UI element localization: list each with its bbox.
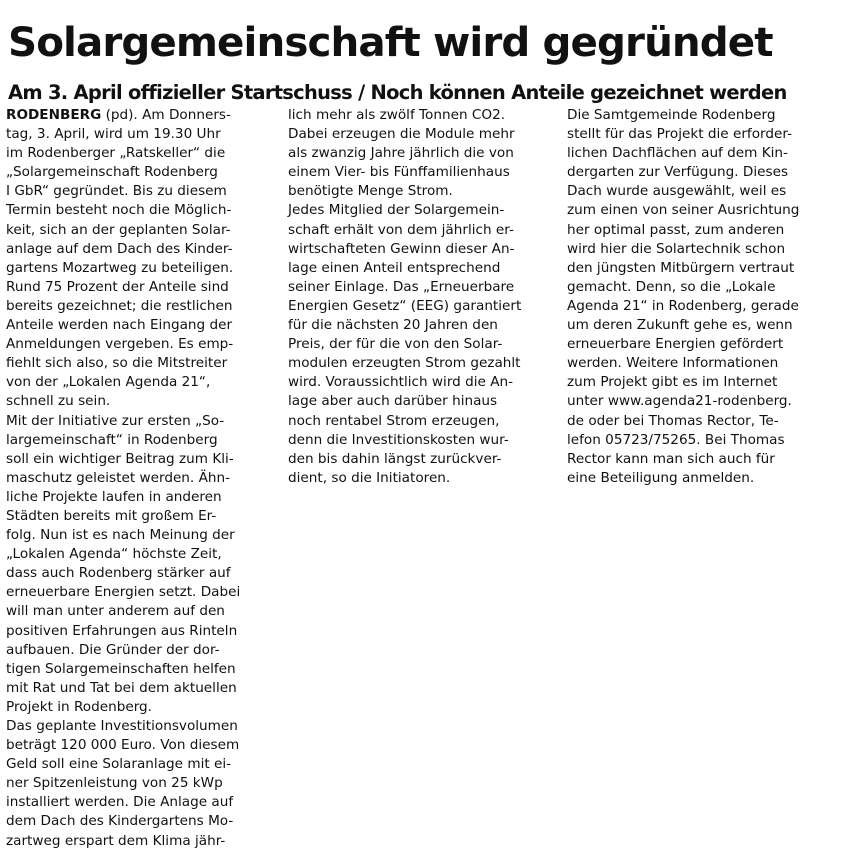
article-line: wird hier die Solartechnik schon [567,240,786,257]
article-line: als zwanzig Jahre jährlich die von [288,145,514,162]
article-line: erneuerbare Energien setzt. Dabei [6,584,241,601]
headline: Solargemeinschaft wird gegründet [8,18,773,66]
article-line: schnell zu sein. [6,393,111,410]
article-line: lage aber auch darüber hinaus [288,393,498,410]
article-line: dient, so die Initiatoren. [288,469,451,486]
article-line: werden. Weitere Informationen [567,355,779,372]
article-line: fiehlt sich also, so die Mitstreiter [6,355,228,372]
article-line: erneuerbare Energien gefördert [567,336,784,353]
article-line: zum einen von seiner Ausrichtung [567,202,800,219]
article-line: Preis, der für die von den Solar- [288,336,503,353]
article-line: Jedes Mitglied der Solargemein- [288,202,505,219]
article-line: de oder bei Thomas Rector, Te- [567,412,779,429]
article-line: einem Vier- bis Fünffamilienhaus [288,164,510,181]
article-line: modulen erzeugten Strom gezahlt [288,355,521,372]
article-line: tag, 3. April, wird um 19.30 Uhr [6,126,221,143]
article-line: wird. Voraussichtlich wird die An- [288,374,514,391]
article-line: noch rentabel Strom erzeugen, [288,412,500,429]
article-line: keit, sich an der geplanten Solar- [6,221,231,238]
article-line: positiven Erfahrungen aus Rinteln [6,622,238,639]
article-line: will man unter anderem auf den [6,603,225,620]
article-line: Städten bereits mit großem Er- [6,507,217,524]
article-line: beträgt 120 000 Euro. Von diesem [6,737,240,754]
article-line: dergarten zur Verfügung. Dieses [567,164,789,181]
article-line: zum Projekt gibt es im Internet [567,374,778,391]
article-column-3 [567,106,799,488]
article-line: unter www.agenda21-rodenberg. [567,393,792,410]
article-line: gemacht. Denn, so die „Lokale [567,278,776,295]
article-line: Anmeldungen vergeben. Es emp- [6,336,234,353]
article-line: um deren Zukunft gehe es, wenn [567,317,793,334]
article-line: im Rodenberger „Ratskeller“ die [6,145,226,162]
article-line: Termin besteht noch die Möglich- [6,202,232,219]
article-line: Die Samtgemeinde Rodenberg [567,107,776,123]
article-line: bereits gezeichnet; die restlichen [6,297,233,314]
article-line: für die nächsten 20 Jahren den [288,317,498,334]
article-column-1 [6,106,240,851]
article-line: denn die Investitionskosten wur- [288,431,509,448]
article-line-text: (pd). Am Donners- [101,107,231,123]
article-line: stellt für das Projekt die erforder- [567,126,792,143]
article-line: tigen Solargemeinschaften helfen [6,660,236,677]
article-line: Rector kann man sich auch für [567,450,775,467]
article-line: eine Beteiligung anmelden. [567,469,755,486]
article-line: Projekt in Rodenberg. [6,698,152,715]
article-line: lich mehr als zwölf Tonnen CO2. [288,107,506,123]
article-line: Anteile werden nach Eingang der [6,317,233,334]
article-line: dass auch Rodenberg stärker auf [6,565,231,582]
article-line: den jüngsten Mitbürgern vertraut [567,259,795,276]
article-line: installiert werden. Die Anlage auf [6,794,234,811]
article-line: dem Dach des Kindergartens Mo- [6,813,234,830]
article-line: maschutz geleistet werden. Ähn- [6,469,230,486]
article-line: Agenda 21“ in Rodenberg, gerade [567,297,799,314]
article-line: benötigte Menge Strom. [288,183,453,200]
article-line: ner Spitzenleistung von 25 kWp [6,775,223,792]
article-line: largemeinschaft“ in Rodenberg [6,431,218,448]
article-line [6,106,240,125]
article-line: „Solargemeinschaft Rodenberg [6,164,218,181]
article-line: Mit der Initiative zur ersten „So- [6,412,225,429]
article-line: „Lokalen Agenda“ höchste Zeit, [6,546,222,563]
article-line: lefon 05723/75265. Bei Thomas [567,431,785,448]
article-line: I GbR“ gegründet. Bis zu diesem [6,183,227,200]
article-line: seiner Einlage. Das „Erneuerbare [288,278,515,295]
article-line: Dabei erzeugen die Module mehr [288,126,515,143]
article-line: liche Projekte laufen in anderen [6,488,222,505]
article-line: anlage auf dem Dach des Kinder- [6,240,233,257]
article-line: lichen Dachflächen auf dem Kin- [567,145,788,162]
article-column-2 [288,106,521,488]
article-line: aufbauen. Die Gründer der dor- [6,641,220,658]
article-line: Rund 75 Prozent der Anteile sind [6,278,229,295]
article-line: soll ein wichtiger Beitrag zum Kli- [6,450,234,467]
article-line: schaft erhält von dem jährlich er- [288,221,514,238]
article-line: von der „Lokalen Agenda 21“, [6,374,211,391]
article-line: her optimal passt, zum anderen [567,221,785,238]
subheadline: Am 3. April offizieller Startschuss / Noch können Anteile gezeichnet werden [8,81,787,104]
article-line: Dach wurde ausgewählt, weil es [567,183,787,200]
article-line: folg. Nun ist es nach Meinung der [6,527,235,544]
article-line: mit Rat und Tat bei dem aktuellen [6,679,237,696]
article-line: zartweg erspart dem Klima jähr- [6,832,226,849]
dateline: RODENBERG [6,107,102,123]
article-line: lage einen Anteil entsprechend [288,259,501,276]
article-line: Energien Gesetz“ (EEG) garantiert [288,297,522,314]
article-line: den bis dahin längst zurückver- [288,450,502,467]
article-line: gartens Mozartweg zu beteiligen. [6,259,234,276]
article-line: wirtschafteten Gewinn dieser An- [288,240,515,257]
article-line: Das geplante Investitionsvolumen [6,718,238,734]
article-line: Geld soll eine Solaranlage mit ei- [6,756,232,773]
